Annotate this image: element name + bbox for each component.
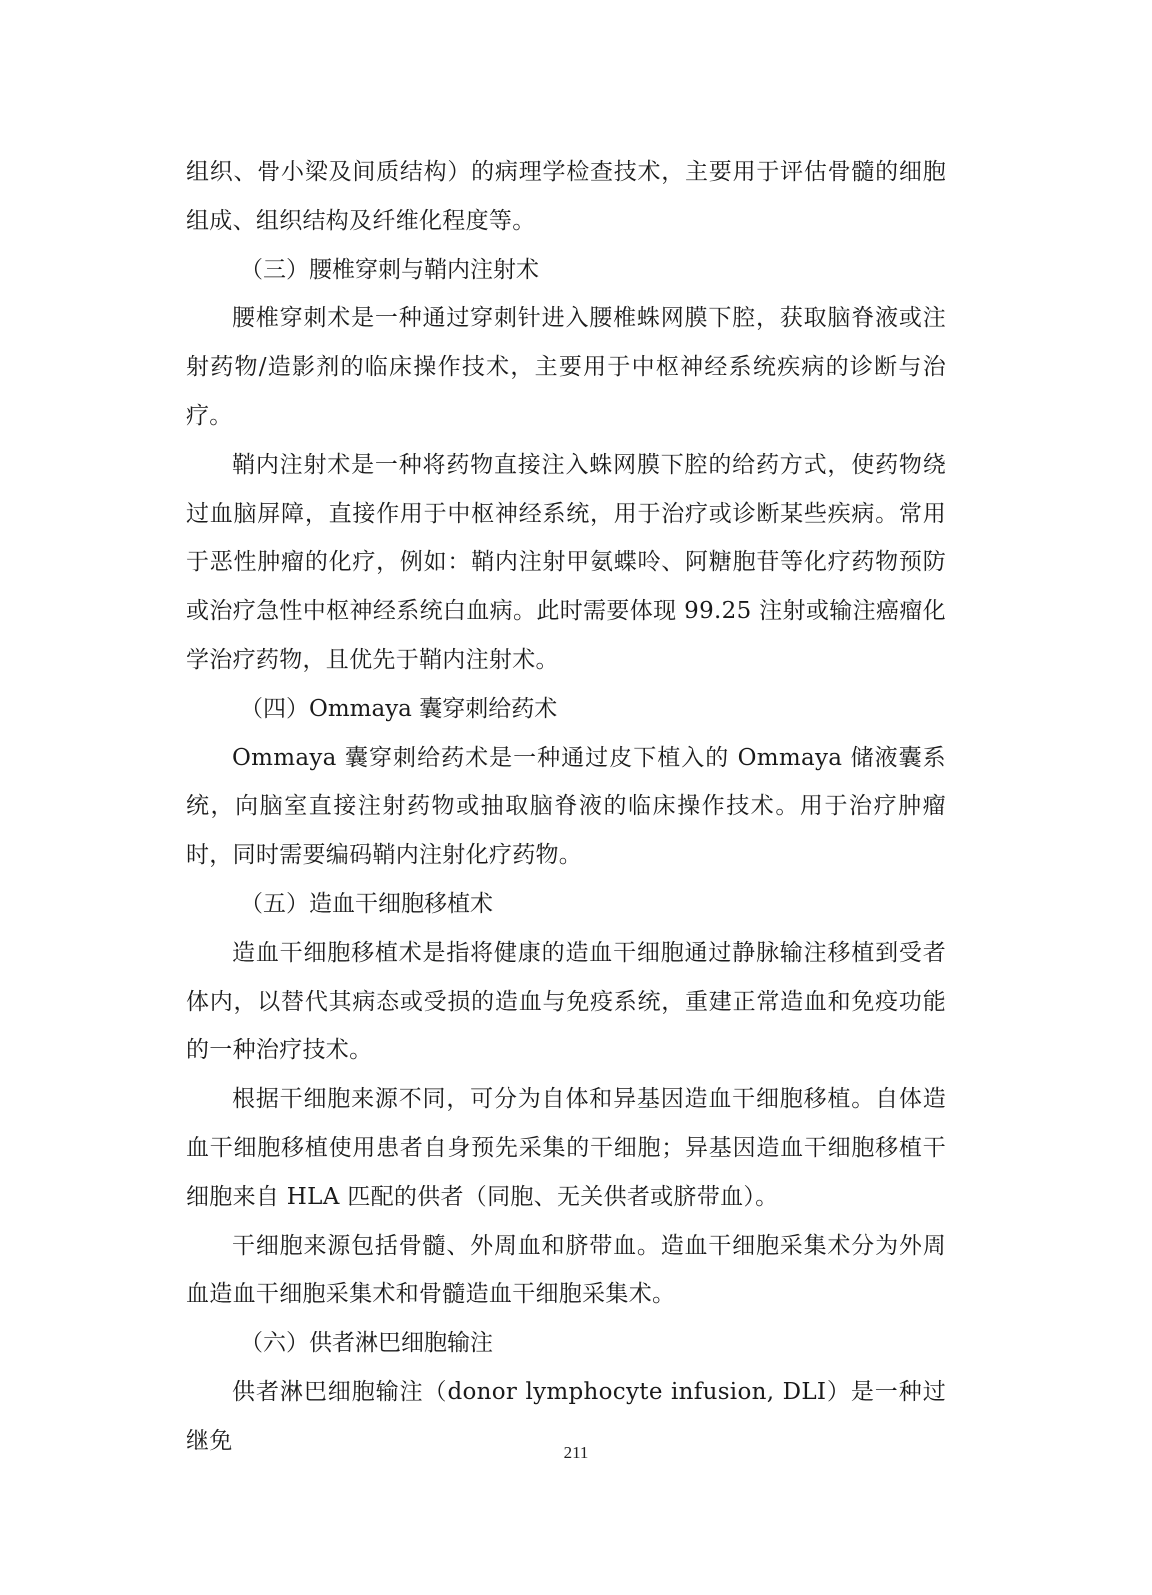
body-text bbox=[186, 148, 946, 1466]
page-number: 211 bbox=[563, 1443, 589, 1462]
paragraph-hsct-definition: 造血干细胞移植术是指将健康的造血干细胞通过静脉输注移植到受者体内，以替代其病态或受损的造血与免疫系统，重建正常造血和免疫功能的一种治疗技术。 bbox=[186, 939, 946, 1064]
paragraph-stem-cell-sources: 干细胞来源包括骨髓、外周血和脐带血。造血干细胞采集术分为外周血造血干细胞采集术和骨髓造血干细胞采集术。 bbox=[186, 1232, 946, 1308]
paragraph-lumbar-puncture: 腰椎穿刺术是一种通过穿刺针进入腰椎蛛网膜下腔，获取脑脊液或注射药物/造影剂的临床操作技术，主要用于中枢神经系统疾病的诊断与治疗。 bbox=[186, 305, 946, 429]
paragraph-intrathecal-injection: 鞘内注射术是一种将药物直接注入蛛网膜下腔的给药方式，使药物绕过血脑屏障，直接作用于中枢神经系统，用于治疗或诊断某些疾病。常用于恶性肿瘤的化疗，例如：鞘内注射甲氨蝶呤、阿糖胞苷等化疗药物预防或治疗急性中枢神经系统白血病。此时需要体现 99.25 注射或输注癌瘤化学治疗药物，且优先于鞘内注射术。 bbox=[186, 451, 946, 673]
paragraph-ommaya: Ommaya 囊穿刺给药术是一种通过皮下植入的 Ommaya 储液囊系统，向脑室直接注射药物或抽取脑脊液的临床操作技术。用于治疗肿瘤时，同时需要编码鞘内注射化疗药物。 bbox=[186, 744, 946, 869]
paragraph-hsct-types: 根据干细胞来源不同，可分为自体和异基因造血干细胞移植。自体造血干细胞移植使用患者自身预先采集的干细胞；异基因造血干细胞移植干细胞来自 HLA 匹配的供者（同胞、无关供者或脐带血）。 bbox=[186, 1086, 946, 1210]
paragraph-continuation: 组织、骨小梁及间质结构）的病理学检查技术，主要用于评估骨髓的细胞组成、组织结构及纤维化程度等。 bbox=[186, 159, 946, 234]
section-heading-6: （六）供者淋巴细胞输注 bbox=[240, 1330, 493, 1357]
section-heading-4: （四）Ommaya 囊穿刺给药术 bbox=[240, 695, 558, 722]
paragraph-dli: 供者淋巴细胞输注（donor lymphocyte infusion, DLI）是一种过继免 bbox=[186, 1378, 946, 1454]
section-heading-5: （五）造血干细胞移植术 bbox=[240, 890, 493, 917]
section-heading-3: （三）腰椎穿刺与鞘内注射术 bbox=[240, 256, 539, 283]
